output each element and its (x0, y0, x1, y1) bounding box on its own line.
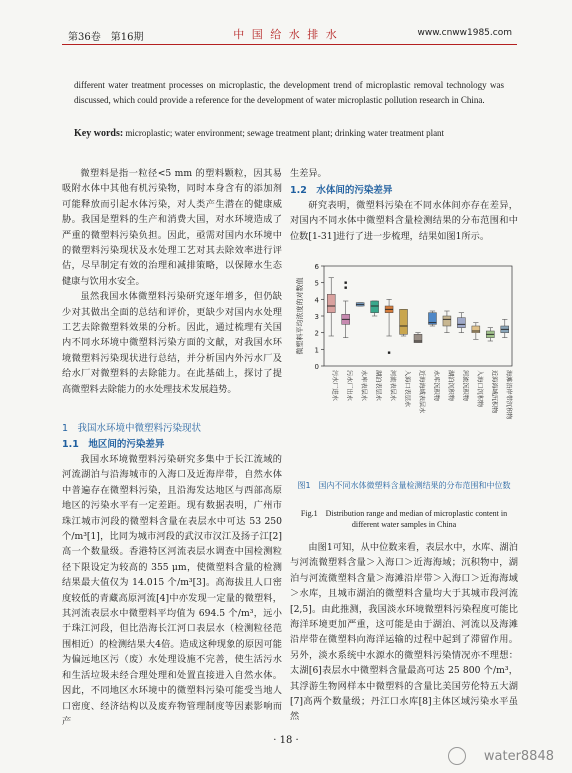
y-tick-label: 3 (314, 313, 319, 321)
y-tick-label: 1 (314, 346, 319, 355)
x-category-label: 河流沉积物 (461, 370, 469, 401)
box-1 (327, 294, 335, 312)
intro-paragraph-1: 微塑料是指一粒径<5 mm 的塑料颗粒，因其易吸附水体中其他有机污染物，同时本身含有的添加剂可能释放而引起水体污染，对人类产生潜在的健康威胁。我国是塑料的生产和消费大国，对水环境造成了严重的微塑料污染负担。因此，亟需对国内水环境中的微塑料污染现状及水处理工艺对其去除效率进行评估，尽早制定有效的治理和减排策略，以保障水生态健康与饮用水安全。 (62, 168, 282, 287)
y-tick-label: 5 (314, 279, 319, 288)
right-column-para2 (290, 540, 518, 725)
keywords-text: microplastic; water environment; sewage treatment plant; drinking water treatment plant (125, 128, 445, 138)
x-category-label: 近海海域沉积物 (490, 370, 498, 414)
left-column-intro (62, 166, 282, 397)
x-category-label: 污水厂出水 (345, 370, 353, 401)
x-category-label: 海滩沿岸带沉积物 (504, 370, 512, 420)
box-4 (371, 301, 379, 313)
section-1-2-heading: 1.2 水体间的污染差异 (290, 185, 393, 196)
y-tick-label: 0 (314, 363, 319, 371)
x-category-label: 入海口表层水 (403, 370, 411, 408)
x-category-label: 水库沉积物 (432, 370, 440, 401)
y-tick-label: 6 (314, 263, 319, 271)
continued-text: 生差异。 (290, 168, 327, 179)
english-abstract: different water treatment processes on microplastic, the development trend of microplastic removal technology was discussed, which could provide a reference for the development of water microplastic pollution research in China. (74, 80, 504, 105)
regional-difference-paragraph: 我国水环境微塑料污染研究多集中于长江流域的河流湖泊与沿海城市的入海口及近海岸带，自然水体中普遍存在微塑料污染，且沿海发达地区与西部高原地区的污染水平有一定差距。现有数据表明，广州市珠江城市河段的微塑料含量在表层水中可达 53 250 个/m³[1]，比同为城市河段的武汉市汉江及扬子江[2]高一个数量级。香港特区河流表层水调查中国检测粒径下限设定为较高的 355 μm，使微塑料含量的检测结果最大值仅为 14.015 个/m³[3]。高海拔且人口密度较低的青藏高原河流[4]中亦发现一定量的微塑料，其河流表层水中微塑料平均值为 694.5 个/m³，远小于珠江河段，但比浩海长江河口表层水（检测粒径范围相近）的检测结果大4倍。造成这种现象的原因可能为偏远地区污（废）水处理设施不完善，使生活污水和生活垃圾未经合理处理和处置直接进入自然水体。因此，不同地区水环境中的微塑料污染可能受当地人口密度、经济结构以及废弃物管理制度等因素影响而产 (62, 454, 282, 727)
box-outlier (344, 286, 346, 288)
y-tick-label: 4 (314, 296, 319, 305)
header-rule (62, 44, 517, 45)
figure-caption-en: Fig.1 Distribution range and median of microplastic content in different water samples in China (300, 509, 508, 529)
box-outlier (344, 281, 346, 283)
keywords-label: Key words: (74, 128, 124, 139)
x-category-label: 污水厂进水 (331, 370, 339, 401)
box-outlier (388, 351, 390, 353)
x-category-label: 河流表层水 (389, 370, 397, 401)
wechat-icon (448, 747, 466, 765)
journal-website[interactable]: www.cnww1985.com (417, 28, 512, 38)
right-column-para1 (290, 198, 518, 244)
water-body-paragraph-1: 研究表明，微塑料污染在不同水体间亦存在差异，对国内不同水体中微塑料含量检测结果的分布范围和中位数[1-31]进行了进一步梳理，结果如图1所示。 (290, 200, 518, 242)
x-category-label: 近海海域表层水 (418, 370, 425, 414)
volume-issue: 第36卷 第16期 (68, 32, 144, 43)
right-column-top (290, 166, 518, 181)
keywords (74, 126, 504, 141)
watermark: water8848 (483, 749, 554, 764)
intro-paragraph-2: 虽然我国水体微塑料污染研究逐年增多，但仍缺少对其做出全面的总结和评价，更缺少对国内水处理工艺去除微塑料效果的分析。因此，通过梳理有关国内不同水环境中微塑料污染方面的文献，对我国水环境微塑料污染现状进行总结，并分析国内外污水厂及给水厂对微塑料的去除能力。在此基础上，探讨了提高微塑料去除能力的水处理技术发展趋势。 (62, 291, 282, 395)
plot-frame (324, 266, 512, 366)
x-category-label: 水库表层水 (360, 370, 368, 401)
water-body-paragraph-2: 由图1可知，从中位数来看，表层水中，水库、湖泊与河流微塑料含量＞入海口＞近海海域；沉积物中，湖泊与河流微塑料含量＞海滩沿岸带＞入海口＞近海海域＞水库，且城市湖泊的微塑料含量均大于其城市段河流[2,5]。由此推测，我国淡水环境微塑料污染程度可能比海洋环境更加严重，这可能是由于湖泊、河流以及海滩沿岸带在微塑料向海洋运输的过程中起到了滞留作用。另外，淡水系统中水源水的微塑料污染情况亦不理想：太湖[6]表层水中微塑料含量最高可达 25 800 个/m³，其浮游生物网样本中微塑料的含量比美国劳伦特五大湖[7]高两个数量级；丹江口水库[8]主体区域污染水平虽然 (290, 542, 518, 723)
x-category-label: 入海口沉积物 (475, 370, 483, 408)
box-11 (472, 326, 480, 333)
x-category-label: 湖泊沉积物 (446, 370, 454, 401)
figure-1-chart (290, 254, 518, 476)
y-tick-label: 2 (314, 329, 319, 338)
y-axis-label: 微塑料平均浓度的对数值 (296, 277, 304, 355)
page-number: · 18 · (273, 735, 299, 746)
figure-caption-cn: 图1 国内不同水体微塑料含量检测结果的分布范围和中位数 (297, 481, 511, 490)
journal-title: 中 国 给 水 排 水 (233, 28, 339, 41)
x-category-label: 湖泊表层水 (374, 370, 382, 401)
box-10 (457, 318, 465, 328)
section-1-1-heading: 1.1 地区间的污染差异 (62, 439, 165, 450)
box-6 (400, 309, 408, 334)
left-column-body (62, 452, 282, 729)
section-1-heading: 1 我国水环境中微塑料污染现状 (62, 423, 202, 434)
box-9 (443, 316, 451, 326)
